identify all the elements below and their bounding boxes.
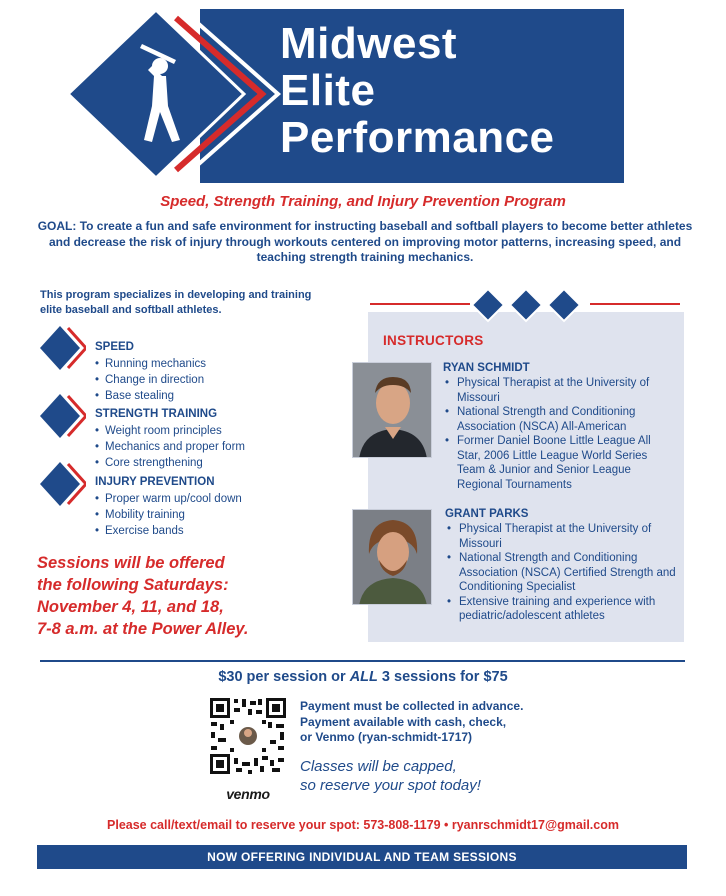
instructor-name: GRANT PARKS — [445, 508, 529, 520]
diamond-ornament-icon — [470, 287, 590, 323]
category-speed — [95, 341, 206, 404]
list-item: • Physical Therapist at the University of Missouri — [447, 522, 681, 551]
list-item: • Physical Therapist at the University of Missouri — [445, 376, 677, 405]
list-item: • Extensive training and experience with pediatric/adolescent athletes — [447, 595, 681, 624]
injury-prevention-diamond-icon — [38, 460, 86, 508]
list-item: • Running mechanics — [95, 356, 206, 372]
list-item: • Proper warm up/cool down — [95, 491, 242, 507]
ryan-schmidt-photo — [352, 362, 432, 458]
intro-text: This program specializes in developing and training elite baseball and softball athletes. — [40, 289, 312, 316]
venmo-label: venmo — [226, 786, 270, 802]
list-item: • Weight room principles — [95, 423, 245, 439]
grant-parks-photo — [352, 509, 432, 605]
sessions-line-3: November 4, 11, and 18, — [37, 598, 224, 616]
instructor-credentials — [445, 376, 677, 492]
instructor-credentials — [447, 522, 681, 624]
category-injury-prevention — [95, 476, 242, 539]
sessions-line-4: 7-8 a.m. at the Power Alley. — [37, 620, 249, 638]
list-item: • Mobility training — [95, 507, 242, 523]
category-title: INJURY PREVENTION — [95, 476, 215, 488]
session-schedule — [37, 552, 337, 640]
speed-diamond-icon — [38, 324, 86, 372]
title-line-3: Performance — [280, 113, 555, 162]
sessions-line-2: the following Saturdays: — [37, 576, 229, 594]
payment-line-1: Payment must be collected in advance. — [300, 699, 524, 713]
contact-info: Please call/text/email to reserve your spot: 573-808-1179 • ryanrschmidt17@gmail.com — [107, 818, 619, 832]
list-item: • Change in direction — [95, 372, 206, 388]
capped-line-2: so reserve your spot today! — [300, 777, 481, 794]
category-strength-training — [95, 408, 245, 471]
price-text: $30 per session or — [218, 669, 350, 685]
list-item: • Mechanics and proper form — [95, 439, 245, 455]
instructor-name: RYAN SCHMIDT — [443, 362, 530, 374]
pricing — [0, 669, 726, 685]
price-emphasis: ALL — [349, 669, 378, 685]
list-item: • Exercise bands — [95, 523, 242, 539]
list-item: • Core strengthening — [95, 455, 245, 471]
capacity-notice — [300, 757, 481, 795]
category-title: SPEED — [95, 341, 134, 353]
list-item: • National Strength and Conditioning Association (NSCA) All-American — [445, 405, 677, 434]
payment-info — [300, 699, 523, 746]
payment-line-3: or Venmo (ryan-schmidt-1717) — [300, 730, 473, 744]
list-item: • Former Daniel Boone Little League All Star, 2006 Little League World Series Team & Junior and Senior League Regional Tournaments — [445, 434, 677, 492]
strength-diamond-icon — [38, 392, 86, 440]
footer-banner: NOW OFFERING INDIVIDUAL AND TEAM SESSIONS — [37, 845, 687, 869]
goal-statement: GOAL: To create a fun and safe environment for instructing baseball and softball players to become better athletes and decrease the risk of injury through workouts centered on improving motor patterns, increasing speed, and teaching strength training mechanics. — [37, 219, 693, 264]
logo — [68, 8, 288, 180]
program-subtitle: Speed, Strength Training, and Injury Prevention Program — [160, 193, 566, 210]
category-title: STRENGTH TRAINING — [95, 408, 218, 420]
sessions-line-1: Sessions will be offered — [37, 554, 225, 572]
title-line-1: Midwest — [280, 19, 458, 68]
capped-line-1: Classes will be capped, — [300, 758, 457, 775]
payment-line-2: Payment available with cash, check, — [300, 714, 507, 729]
instructors-heading: INSTRUCTORS — [383, 333, 484, 348]
price-text: 3 sessions for $75 — [377, 669, 508, 685]
title-line-2: Elite — [280, 66, 376, 115]
list-item: • Base stealing — [95, 388, 206, 404]
venmo-qr-code-icon[interactable] — [208, 696, 288, 776]
program-title — [280, 20, 555, 161]
list-item: • National Strength and Conditioning Association (NSCA) Certified Strength and Conditioning Specialist — [447, 551, 681, 595]
divider — [40, 660, 685, 662]
